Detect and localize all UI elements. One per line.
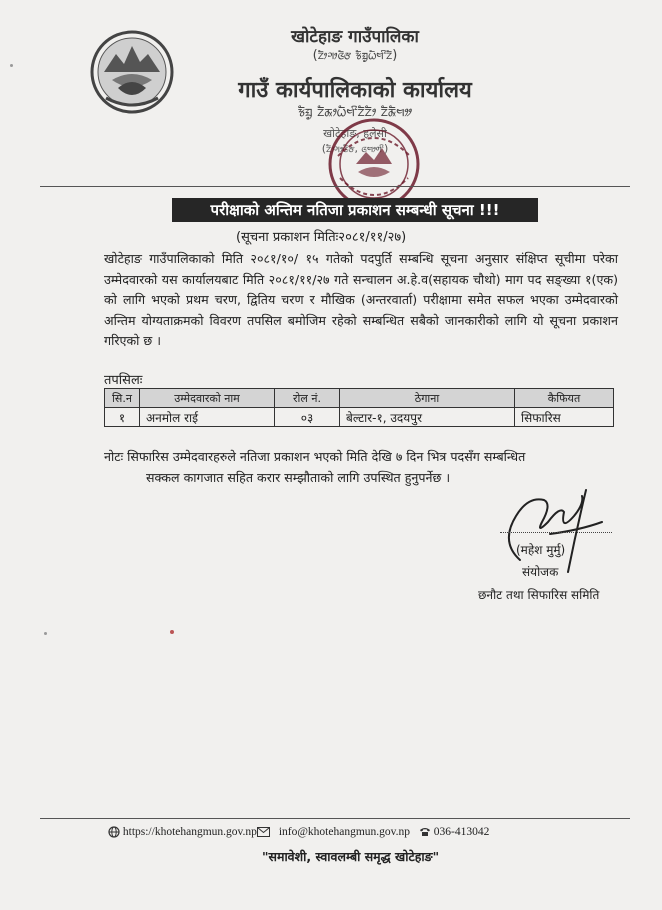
- paper-speck: [10, 64, 13, 67]
- tapasil-label: तपसिलः: [104, 373, 143, 388]
- email-link[interactable]: info@khotehangmun.gov.np: [278, 826, 411, 838]
- signatory-name: (महेश मुर्मु): [516, 543, 566, 557]
- cell-remarks: सिफारिस: [515, 408, 614, 427]
- notice-title: परीक्षाको अन्तिम नतिजा प्रकाशन सम्बन्धी सूचना !!!: [172, 198, 538, 222]
- office-name: गाउँ कार्यपालिकाको कार्यालय: [238, 78, 472, 103]
- header-divider: [40, 186, 630, 187]
- cell-roll-number: ०३: [275, 408, 340, 427]
- column-header: रोल नं.: [275, 389, 340, 408]
- cell-serial: १: [105, 408, 140, 427]
- phone-number: 036-413042: [433, 826, 490, 838]
- cell-candidate-name: अनमोल राई: [140, 408, 275, 427]
- column-header: सि.न: [105, 389, 140, 408]
- column-header: ठेगाना: [340, 389, 515, 408]
- office-location: खोटेहाङ, हलेसी: [323, 127, 387, 140]
- globe-icon: [108, 826, 120, 838]
- signature-line: [500, 532, 612, 533]
- note-line-1: नोटः सिफारिस उम्मेदवारहरुले नतिजा प्रकाशन भएको मिति देखि ७ दिन भित्र पदसँग सम्बन्धित: [104, 449, 526, 464]
- paper-speck: [44, 632, 47, 635]
- footer-contacts: [108, 826, 548, 838]
- office-location-script: (ᤁᤥᤆᤣᤜᤠᤅ, ᤜᤗᤣᤛᤡ): [321, 142, 389, 155]
- footer-divider: [40, 818, 630, 819]
- committee-name: छनौट तथा सिफारिस समिति: [478, 588, 600, 602]
- municipality-name-script: (ᤁᤥᤆᤣᤜᤠᤅ ᤃᤠᤀᤢᤐᤠᤗᤡᤁᤠ): [312, 48, 398, 63]
- note-line-2: सक्कल कागजात सहित करार सम्झौताको लागि उपस्थित हुनुपर्नेछ ।: [146, 470, 451, 485]
- results-table: [104, 388, 614, 427]
- column-header: कैफियत: [515, 389, 614, 408]
- nepal-emblem-logo: [88, 28, 176, 116]
- signatory-role: संयोजक: [522, 565, 559, 579]
- notice-body: खोटेहाङ गाउँपालिकाको मिति २०८१/१०/ १५ गतेको पदपुर्ति सम्बन्धि सूचना अनुसार संक्षिप्त सूचीमा परेका उम्मेदवारको यस कार्यालयबाट मिति २०८१/११/२७ गते सन्चालन अ.हे.व(सहायक चौथो) माग पद सङ्ख्या १(एक) को लागि भएको प्रथम चरण, द्वितिय चरण र मौखिक (अन्तरवार्ता) परीक्षामा समेत सफल भएका उम्मेदवारको अन्तिम योग्यताक्रमको विवरण तपसिल बमोजिम रहेको सम्बन्धित सबैको जानकारीको लागि यो सूचना प्रकाशन गरिएको छ ।: [104, 251, 618, 348]
- office-name-script: ᤃᤠᤀᤢ ᤁᤠᤊᤣᤐᤠᤗᤡᤁᤠᤁᤥ ᤁᤠᤊᤠᤗᤤ: [297, 102, 413, 120]
- paper-speck: [170, 630, 174, 634]
- envelope-icon: [257, 827, 270, 837]
- footer-motto: "समावेशी, स्वावलम्बी समृद्ध खोटेहाङ": [262, 849, 440, 864]
- cell-address: बेल्टार-१, उदयपुर: [340, 408, 515, 427]
- table-header-row: [105, 389, 614, 408]
- phone-icon: [419, 827, 431, 837]
- publish-date: (सूचना प्रकाशन मितिः२०८१/११/२७): [236, 230, 407, 245]
- municipality-name: खोटेहाङ गाउँपालिका: [291, 27, 419, 47]
- table-row: [105, 408, 614, 427]
- column-header: उम्मेदवारको नाम: [140, 389, 275, 408]
- website-link[interactable]: https://khotehangmun.gov.np: [122, 826, 257, 838]
